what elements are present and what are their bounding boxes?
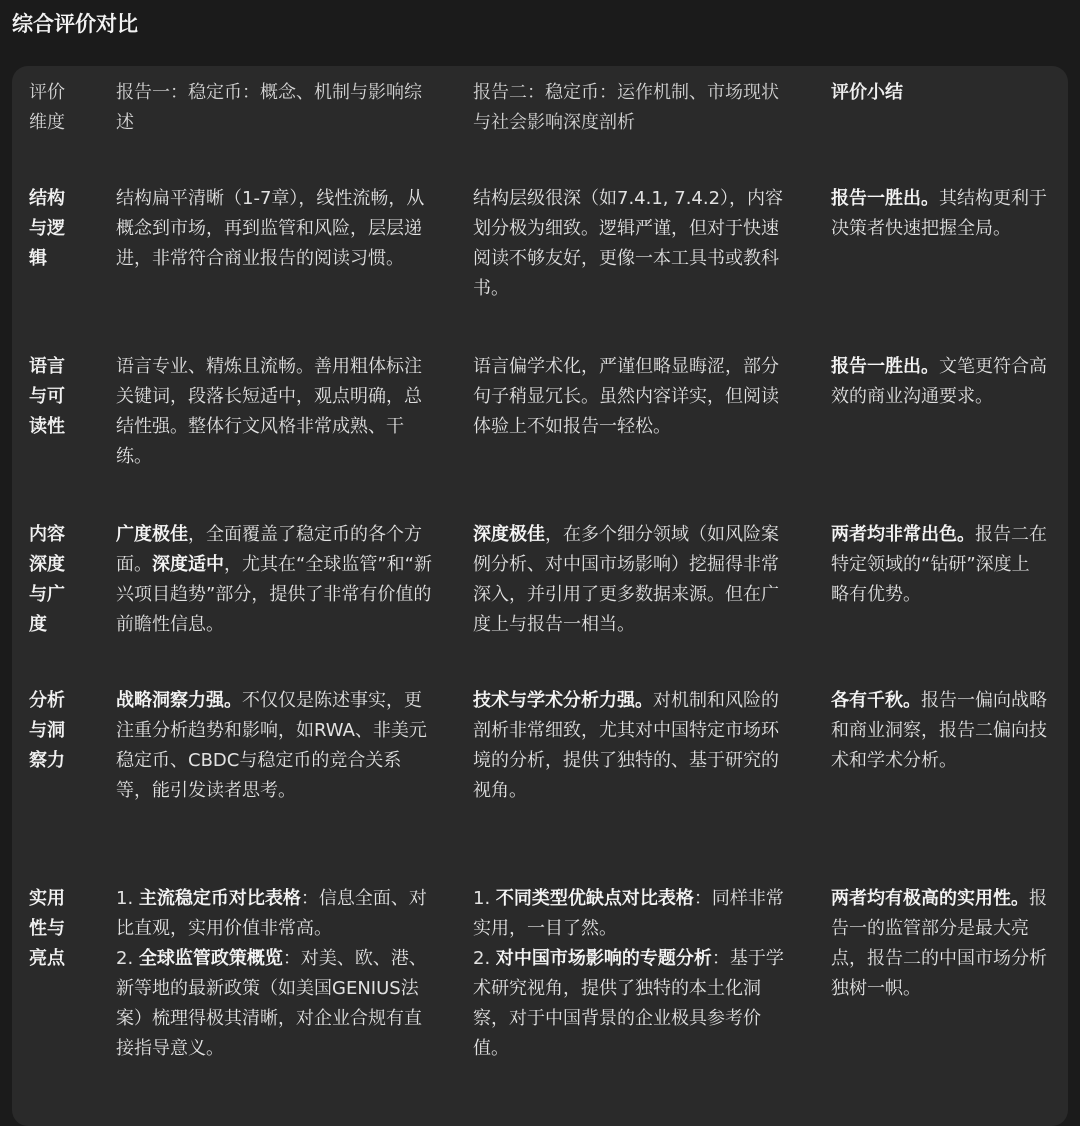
cell-text: 语言偏学术化，严谨但略显晦涩，部分句子稍显冗长。虽然内容详实，但阅读体验上不如报告一轻松。 — [473, 356, 779, 437]
summary-verdict: 两者均有极高的实用性。 — [831, 888, 1029, 909]
list-number: 1. — [116, 888, 139, 909]
list-item — [473, 944, 791, 1064]
report1-cell — [116, 520, 434, 640]
report1-cell — [116, 884, 434, 1064]
comparison-table — [12, 66, 1068, 1126]
summary-cell — [831, 686, 1047, 776]
cell-text: ：同样非常实用，一目了然。 — [473, 888, 784, 939]
report2-cell — [473, 352, 791, 442]
row-dimension: 语言与可读性 — [29, 356, 65, 437]
cell-text: 文笔更符合高效的商业沟通要求。 — [831, 356, 1047, 407]
cell-keyword: 深度适中 — [152, 554, 224, 575]
row-dimension: 结构与逻辑 — [29, 188, 65, 269]
cell-text: 报告一偏向战略和商业洞察，报告二偏向技术和学术分析。 — [831, 690, 1047, 771]
cell-keyword: 对中国市场影响的专题分析 — [495, 948, 712, 969]
header-dimension: 评价维度 — [29, 82, 65, 133]
row-dimension: 内容深度与广度 — [29, 524, 65, 635]
cell-text: ：信息全面、对比直观，实用价值非常高。 — [116, 888, 427, 939]
cell-text: 其结构更利于决策者快速把握全局。 — [831, 188, 1047, 239]
cell-text: 对机制和风险的剖析非常细致，尤其对中国特定市场环境的分析，提供了独特的、基于研究的视角。 — [473, 690, 779, 801]
cell-keyword: 主流稳定币对比表格 — [138, 888, 301, 909]
summary-verdict: 报告一胜出。 — [831, 188, 939, 209]
summary-cell — [831, 352, 1047, 412]
report2-cell — [473, 520, 791, 640]
summary-cell — [831, 520, 1047, 610]
report1-cell — [116, 184, 434, 274]
cell-text: 结构扁平清晰（1-7章），线性流畅，从概念到市场，再到监管和风险，层层递进，非常符合商业报告的阅读习惯。 — [116, 188, 425, 269]
summary-cell — [831, 184, 1047, 244]
cell-text: 报告一的监管部分是最大亮点，报告二的中国市场分析独树一帜。 — [831, 888, 1047, 999]
cell-text: 结构层级很深（如7.4.1, 7.4.2），内容划分极为细致。逻辑严谨，但对于快速阅读不够友好，更像一本工具书或教科书。 — [473, 188, 784, 299]
header-summary: 评价小结 — [831, 82, 903, 103]
summary-cell — [831, 884, 1047, 1004]
list-number: 2. — [116, 948, 139, 969]
cell-keyword: 战略洞察力强。 — [116, 690, 242, 711]
report2-cell — [473, 884, 791, 1064]
cell-text: 不仅仅是陈述事实，更注重分析趋势和影响，如RWA、非美元稳定币、CBDC与稳定币的竞合关系等，能引发读者思考。 — [116, 690, 427, 801]
report1-cell — [116, 352, 434, 472]
cell-text: 语言专业、精炼且流畅。善用粗体标注关键词，段落长短适中，观点明确，总结性强。整体行文风格非常成熟、干练。 — [116, 356, 422, 467]
report2-cell — [473, 686, 791, 806]
row-dimension: 实用性与亮点 — [29, 888, 65, 969]
cell-text: ：对美、欧、港、新等地的最新政策（如美国GENIUS法案）梳理得极其清晰，对企业合规有直接指导意义。 — [116, 948, 427, 1059]
summary-verdict: 报告一胜出。 — [831, 356, 939, 377]
report2-cell — [473, 184, 791, 304]
list-item — [116, 884, 434, 944]
list-item — [116, 944, 434, 1064]
cell-keyword: 不同类型优缺点对比表格 — [495, 888, 694, 909]
cell-keyword: 全球监管政策概览 — [138, 948, 283, 969]
cell-text: ：基于学术研究视角，提供了独特的本土化洞察，对于中国背景的企业极具参考价值。 — [473, 948, 784, 1059]
header-report2: 报告二：稳定币：运作机制、市场现状与社会影响深度剖析 — [473, 82, 779, 133]
cell-text: ，全面覆盖了稳定币的各个方面。 — [116, 524, 422, 575]
summary-verdict: 两者均非常出色。 — [831, 524, 975, 545]
summary-verdict: 各有千秋。 — [831, 690, 921, 711]
header-report1: 报告一：稳定币：概念、机制与影响综述 — [116, 82, 422, 133]
report1-cell — [116, 686, 434, 806]
cell-text: ，在多个细分领域（如风险案例分析、对中国市场影响）挖掘得非常深入，并引用了更多数据来源。但在广度上与报告一相当。 — [473, 524, 779, 635]
cell-keyword: 技术与学术分析力强。 — [473, 690, 653, 711]
cell-text: ，尤其在“全球监管”和“新兴项目趋势”部分，提供了非常有价值的前瞻性信息。 — [116, 554, 432, 635]
list-number: 2. — [473, 948, 496, 969]
cell-keyword: 广度极佳 — [116, 524, 188, 545]
page-title: 综合评价对比 — [12, 12, 138, 36]
list-number: 1. — [473, 888, 496, 909]
cell-text: 报告二在特定领域的“钻研”深度上略有优势。 — [831, 524, 1047, 605]
row-dimension: 分析与洞察力 — [29, 690, 65, 771]
cell-keyword: 深度极佳 — [473, 524, 545, 545]
list-item — [473, 884, 791, 944]
